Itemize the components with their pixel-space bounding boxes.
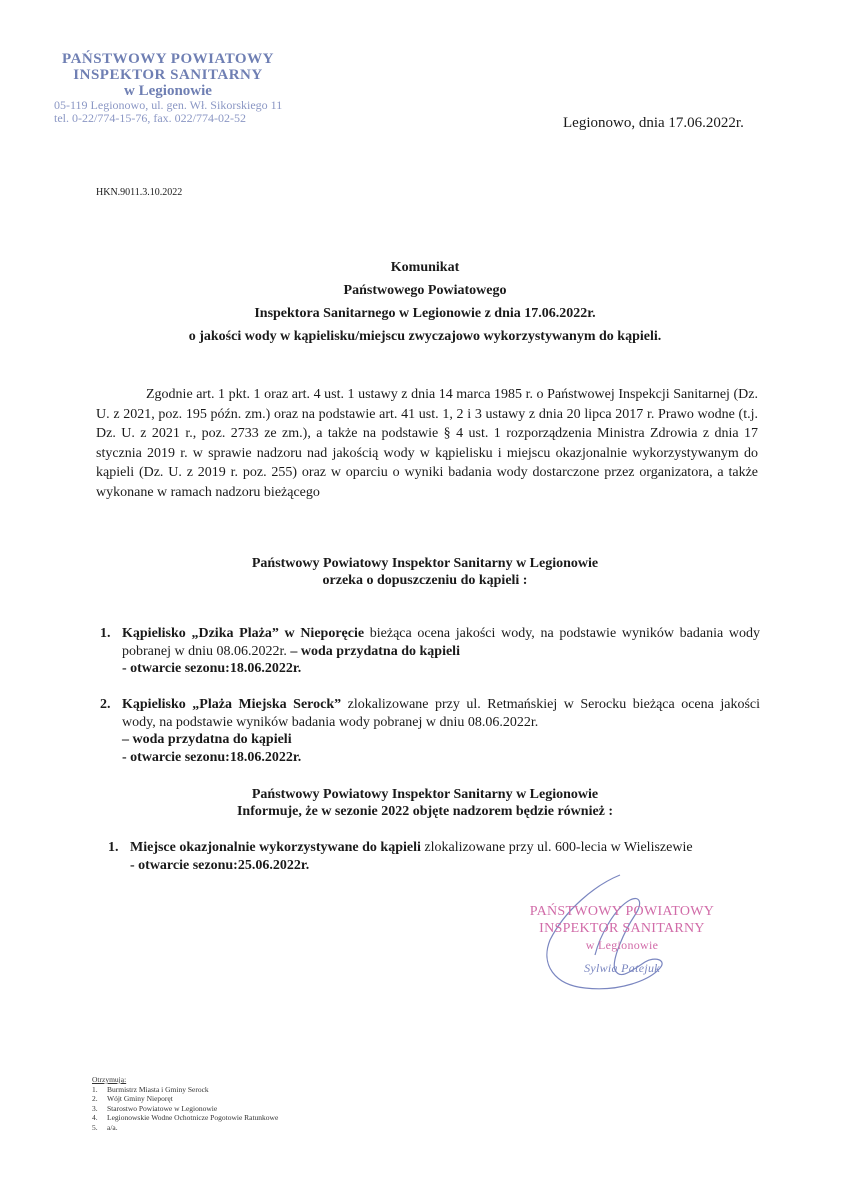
inspector-stamp xyxy=(48,52,288,124)
place-text: zlokalizowane przy ul. 600-lecia w Wieliszewie xyxy=(420,840,693,855)
item-name: Kąpielisko „Dzika Plaża” w Nieporęcie xyxy=(122,626,365,641)
signatory-name: Sylwia Patejuk xyxy=(584,961,660,975)
heading-line-3: Inspektora Sanitarnego w Legionowie z dnia 17.06.2022r. xyxy=(254,306,596,321)
stamp-line-3: w Legionowie xyxy=(124,82,212,99)
heading-line-2: Państwowego Powiatowego xyxy=(343,283,507,298)
item-text: bieżąca ocena jakości wody, na podstawie wyników badania wody pobranej w dniu 08.06.2022r. xyxy=(122,626,760,659)
stamp-address: 05-119 Legionowo, ul. gen. Wł. Sikorskiego 11 xyxy=(54,98,283,113)
document-date: Legionowo, dnia 17.06.2022r. xyxy=(563,115,744,131)
stamp-line-1: PAŃSTWOWY POWIATOWY xyxy=(62,51,274,67)
recipients-list xyxy=(92,1075,278,1132)
place-item xyxy=(108,839,708,874)
decision-line-2: orzeka o dopuszczeniu do kąpieli : xyxy=(322,573,528,588)
sig-stamp-line-2: INSPEKTOR SANITARNY xyxy=(539,921,705,936)
recipients-title: Otrzymują: xyxy=(92,1075,127,1084)
heading-line-4: o jakości wody w kąpielisku/miejscu zwyczajowo wykorzystywanym do kąpieli. xyxy=(188,329,662,344)
item-number: 1. xyxy=(100,626,111,641)
item-verdict: – woda przydatna do kąpieli xyxy=(290,643,460,659)
list-item xyxy=(100,696,760,766)
stamp-phone: tel. 0-22/774-15-76, fax. 022/774-02-52 xyxy=(54,110,246,125)
recipient-item: 5. a/a. xyxy=(92,1122,118,1132)
item-opening: - otwarcie sezonu:18.06.2022r. xyxy=(122,661,302,676)
list-item xyxy=(100,625,760,678)
item-name: Kąpielisko „Plaża Miejska Serock” xyxy=(122,697,342,712)
item-verdict: – woda przydatna do kąpieli xyxy=(122,732,292,747)
sig-stamp-line-1: PAŃSTWOWY POWIATOWY xyxy=(529,904,715,919)
heading-line-1: Komunikat xyxy=(390,260,460,275)
inform-line-1: Państwowy Powiatowy Inspektor Sanitarny w Legionowie xyxy=(251,787,599,802)
reference-number: HKN.9011.3.10.2022 xyxy=(96,187,183,198)
recipient-item: 3. Starostwo Powiatowe w Legionowie xyxy=(92,1103,218,1113)
item-number: 2. xyxy=(100,697,111,712)
place-number: 1. xyxy=(108,840,119,855)
recipient-item: 4. Legionowskie Wodne Ochotnicze Pogotowie Ratunkowe xyxy=(92,1113,279,1122)
legal-basis-text: Zgodnie art. 1 pkt. 1 oraz art. 4 ust. 1 ustawy z dnia 14 marca 1985 r. o Państwowej Inspekcji Sanitarnej (Dz. U. z 2021, poz. 195 późn. zm.) oraz na podstawie art. 41 ust. 1, 2 i 3 ustawy z dnia 20 lipca 2017 r. Prawo wodne (t.j. Dz. U. z 2021 r., poz. 2733 ze zm.), a także na podstawie § 4 ust. 1 rozporządzenia Ministra Zdrowia z dnia 17 stycznia 2019 r. w sprawie nadzoru nad jakością wody w kąpielisku i miejscu okazjonalnie wykorzystywanym do kąpieli (Dz. U. z 2019 r. poz. 255) oraz w oparciu o wyniki badania wody dostarczone przez organizatora, a także wykonane w ramach nadzoru bieżącego xyxy=(96,387,758,500)
recipient-item: 2. Wójt Gminy Nieporęt xyxy=(92,1094,173,1103)
inform-line-2: Informuje, że w sezonie 2022 objęte nadzorem będzie również : xyxy=(236,804,614,819)
legal-basis-paragraph xyxy=(96,385,758,502)
recipient-item: 1. Burmistrz Miasta i Gminy Serock xyxy=(92,1084,209,1094)
place-opening: - otwarcie sezonu:25.06.2022r. xyxy=(130,857,310,873)
stamp-line-2: INSPEKTOR SANITARNY xyxy=(73,66,263,83)
sig-stamp-line-3: w Legionowie xyxy=(585,938,659,952)
item-opening: - otwarcie sezonu:18.06.2022r. xyxy=(122,749,302,765)
item-text: zlokalizowane przy ul. Retmańskiej w Serocku bieżąca ocena jakości wody, na podstawie wyników badania wody pobranej w dniu 08.06.2022r. xyxy=(122,697,761,730)
decision-line-1: Państwowy Powiatowy Inspektor Sanitarny w Legionowie xyxy=(251,556,599,571)
place-name: Miejsce okazjonalnie wykorzystywane do kąpieli xyxy=(130,840,421,855)
signature-stamp xyxy=(507,903,737,977)
